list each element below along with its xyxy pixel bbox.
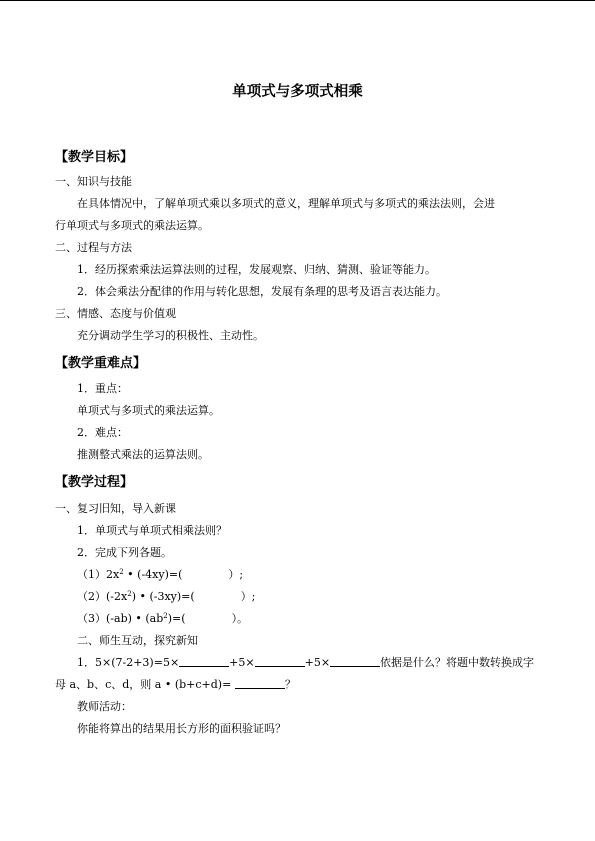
question-1-part-d: 依据是什么？将题中数转换成字	[380, 656, 535, 669]
question-1-part-a: 1．5×(7-2+3)=5×	[77, 656, 180, 669]
exercise-3-part-a: （3）(-ab) • (ab	[77, 612, 164, 625]
process-part-1-item-1: 1．单项式与单项式相乘法则？	[77, 524, 227, 537]
exercise-1-part-a: （1）2x	[77, 568, 120, 581]
process-part-1-item-2: 2．完成下列各题。	[77, 546, 172, 559]
teacher-activity-label: 教师活动：	[77, 700, 132, 713]
goals-section-3-title: 三、情感、态度与价值观	[55, 307, 176, 320]
exercise-2	[77, 590, 255, 604]
heading-key-points: 【教学重难点】	[55, 356, 147, 371]
keypoint-2-label: 2．难点：	[77, 426, 128, 439]
exercise-1-part-c: ）;	[228, 568, 244, 581]
exercise-1-part-b: • (-4xy)=(	[123, 568, 183, 581]
goals-section-2-title: 二、过程与方法	[55, 241, 132, 254]
exercise-3	[77, 612, 248, 626]
question-1-part-c: +5×	[304, 656, 331, 669]
exercise-2-part-c: ）;	[240, 590, 256, 603]
keypoint-1-text: 单项式与多项式的乘法运算。	[77, 404, 220, 417]
goals-section-1-title: 一、知识与技能	[55, 175, 132, 188]
heading-teaching-goals: 【教学目标】	[55, 150, 134, 165]
keypoint-2-text: 推测整式乘法的运算法则。	[77, 448, 209, 461]
question-1-line-1	[77, 656, 534, 670]
goals-section-2-item-2: 2．体会乘法分配律的作用与转化思想，发展有条理的思考及语言表达能力。	[77, 285, 447, 298]
exercise-2-part-a: （2）(-2x	[77, 590, 128, 603]
goals-section-1-line-2: 行单项式与多项式的乘法运算。	[55, 219, 209, 232]
goals-section-1-line-1: 在具体情况中，了解单项式乘以多项式的意义，理解单项式与多项式的乘法法则，会进	[77, 197, 495, 210]
document-title: 单项式与多项式相乘	[232, 84, 363, 100]
question-1-line-2	[55, 678, 296, 692]
question-1-part-b: +5×	[229, 656, 255, 669]
page-top-border	[0, 0, 595, 1]
question-1-blank-2	[255, 656, 305, 667]
keypoint-1-label: 1．重点：	[77, 382, 128, 395]
goals-section-2-item-1: 1．经历探索乘法运算法则的过程，发展观察、归纳、猜测、验证等能力。	[77, 263, 436, 276]
question-1-line-2-text: 母 a、b、c、d，则 a • (b+c+d)=	[55, 678, 235, 691]
exercise-2-exponent: 2	[127, 590, 132, 598]
exercise-3-exponent: 2	[163, 612, 168, 620]
heading-teaching-process: 【教学过程】	[55, 475, 134, 490]
process-part-1-title: 一、复习旧知，导入新课	[55, 502, 176, 515]
exercise-3-part-c: ）。	[231, 612, 249, 625]
exercise-2-part-b: ) • (-3xy)=(	[131, 590, 195, 603]
exercise-1-exponent: 2	[119, 568, 124, 576]
question-1-blank-1	[179, 656, 229, 667]
exercise-3-part-b: )=(	[167, 612, 186, 625]
question-1-blank-3	[330, 656, 380, 667]
teacher-activity-question: 你能将算出的结果用长方形的面积验证吗？	[77, 722, 286, 735]
goals-section-3-text: 充分调动学生学习的积极性、主动性。	[77, 329, 264, 342]
exercise-1	[77, 568, 243, 582]
process-part-2-title: 二、师生互动，探究新知	[77, 634, 198, 647]
question-1-blank-4	[235, 678, 285, 689]
question-1-line-2-end: ？	[284, 678, 296, 691]
